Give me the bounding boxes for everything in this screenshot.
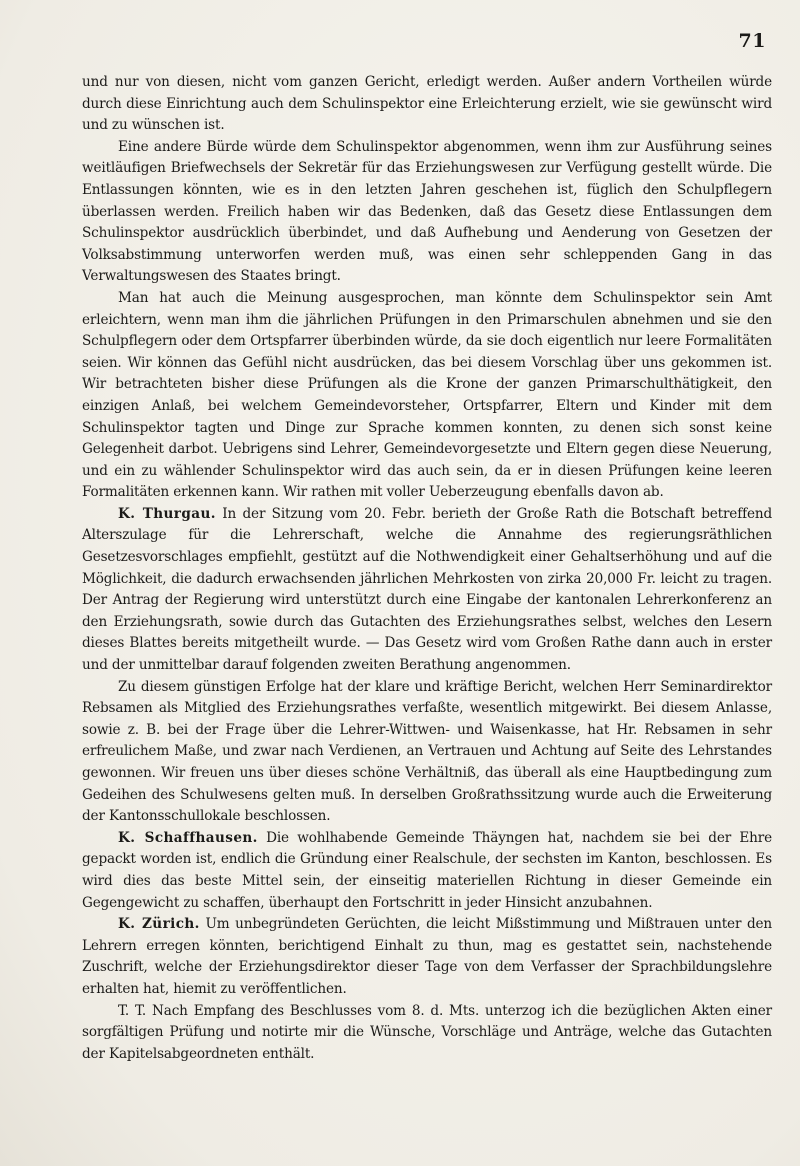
paragraph-schulinspektor-burden xyxy=(82,137,772,288)
article-body xyxy=(82,72,772,1065)
paragraph-text: Man hat auch die Meinung ausgesprochen, man könnte dem Schulinspektor sein Amt erleichtern, wenn man ihm die jährlichen Prüfungen in den Primarschulen abnehmen und sie den Schulpflegern oder dem Ortspfarrer überbinden würde, da sie doch eigentlich nur leere Formalitäten seien. Wir können das Gefühl nicht ausdrücken, das bei diesem Vorschlag über uns gekommen ist. Wir betrachteten bisher diese Prüfungen als die Krone der ganzen Primarschulthätigkeit, den einzigen Anlaß, bei welchem Gemeindevorsteher, Ortspfarrer, Eltern und Kinder mit dem Schulinspektor tagten und Dinge zur Sprache kommen konnten, zu denen sich sonst keine Gelegenheit darbot. Uebrigens sind Lehrer, Gemeindevorgesetzte und Eltern gegen diese Neuerung, und ein zu wählender Schulinspektor wird das auch sein, da er in diesen Prüfungen keine leeren Formalitäten erkennen kann. Wir rathen mit voller Ueberzeugung ebenfalls davon ab. xyxy=(82,289,772,501)
paragraph-text: Um unbegründeten Gerüchten, die leicht Mißstimmung und Mißtrauen unter den Lehrern erregen könnten, berichtigend Einhalt zu thun, mag es gestattet sein, nachstehende Zuschrift, welche der Erziehungsdirektor dieser Tage von dem Verfasser der Sprachbildungslehre erhalten hat, hiemit zu veröffentlichen. xyxy=(82,916,772,997)
paragraph-letter xyxy=(82,1001,772,1066)
canton-heading-thurgau: K. Thurgau. xyxy=(118,505,216,522)
canton-heading-zuerich: K. Zürich. xyxy=(118,916,200,933)
page-number: 71 xyxy=(738,30,766,52)
paragraph-text: und nur von diesen, nicht vom ganzen Gericht, erledigt werden. Außer andern Vortheilen würde durch diese Einrichtung auch dem Schulinspektor eine Erleichterung erzielt, wie sie gewünscht wird und zu wünschen ist. xyxy=(82,74,772,134)
paragraph-zuerich xyxy=(82,914,772,1000)
paragraph-rebsamen xyxy=(82,677,772,828)
paragraph-text: Eine andere Bürde würde dem Schulinspektor abgenommen, wenn ihm zur Ausführung seines weitläufigen Briefwechsels der Sekretär für das Erziehungswesen zur Verfügung gestellt würde. Die Entlassungen könnten, wie es in den letzten Jahren geschehen ist, füglich den Schulpflegern überlassen werden. Freilich haben wir das Bedenken, daß das Gesetz diese Entlassungen dem Schulinspektor ausdrücklich überbindet, und daß Aufhebung und Aenderung von Gesetzen der Volksabstimmung unterworfen werden muß, was einen sehr schleppenden Gang in das Verwaltungswesen des Staates bringt. xyxy=(82,138,772,285)
paragraph-text: Die wohlhabende Gemeinde Thäyngen hat, nachdem sie bei der Ehre gepackt worden ist, endlich die Gründung einer Realschule, der sechsten im Kanton, beschlossen. Es wird dies das beste Mittel sein, der einseitig materiellen Richtung in dieser Gemeinde ein Gegengewicht zu schaffen, überhaupt den Fortschritt in jeder Hinsicht anzubahnen. xyxy=(82,829,773,911)
paragraph-schaffhausen xyxy=(82,828,772,914)
canton-heading-schaffhausen: K. Schaffhausen. xyxy=(118,829,258,846)
paragraph-continuation xyxy=(82,72,772,137)
paragraph-text: T. T. Nach Empfang des Beschlusses vom 8. d. Mts. unterzog ich die bezüglichen Akten einer sorgfältigen Prüfung und notirte mir die Wünsche, Vorschläge und Anträge, welche das Gutachten der Kapitelsabgeordneten enthält. xyxy=(82,1002,772,1062)
paragraph-pruefungen xyxy=(82,288,772,504)
paragraph-text: Zu diesem günstigen Erfolge hat der klare und kräftige Bericht, welchen Herr Seminardirektor Rebsamen als Mitglied des Erziehungsrathes verfaßte, wesentlich mitgewirkt. Bei diesem Anlasse, sowie z. B. bei der Frage über die Lehrer-Wittwen- und Waisenkasse, hat Hr. Rebsamen in sehr erfreulichem Maße, und zwar nach Verdienen, an Vertrauen und Achtung auf Seite des Lehrstandes gewonnen. Wir freuen uns über dieses schöne Verhältniß, das überall als eine Hauptbedingung zum Gedeihen des Schulwesens gelten muß. In derselben Großrathssitzung wurde auch die Erweiterung der Kantonsschullokale beschlossen. xyxy=(82,678,772,825)
paragraph-thurgau xyxy=(82,504,772,677)
paragraph-text: In der Sitzung vom 20. Febr. berieth der Große Rath die Botschaft betreffend Alterszulage für die Lehrerschaft, welche die Annahme des regierungsräthlichen Gesetzesvorschlages empfiehlt, gestützt auf die Nothwendigkeit einer Gehaltserhöhung und auf die Möglichkeit, die dadurch erwachsenden jährlichen Mehrkosten von zirka 20,000 Fr. leicht zu tragen. Der Antrag der Regierung wird unterstützt durch eine Eingabe der kantonalen Lehrerkonferenz an den Erziehungsrath, sowie durch das Gutachten des Erziehungsrathes selbst, welches den Lesern dieses Blattes bereits mitgetheilt wurde. — Das Gesetz wird vom Großen Rathe dann auch in erster und der unmittelbar darauf folgenden zweiten Berathung angenommen. xyxy=(82,505,773,674)
